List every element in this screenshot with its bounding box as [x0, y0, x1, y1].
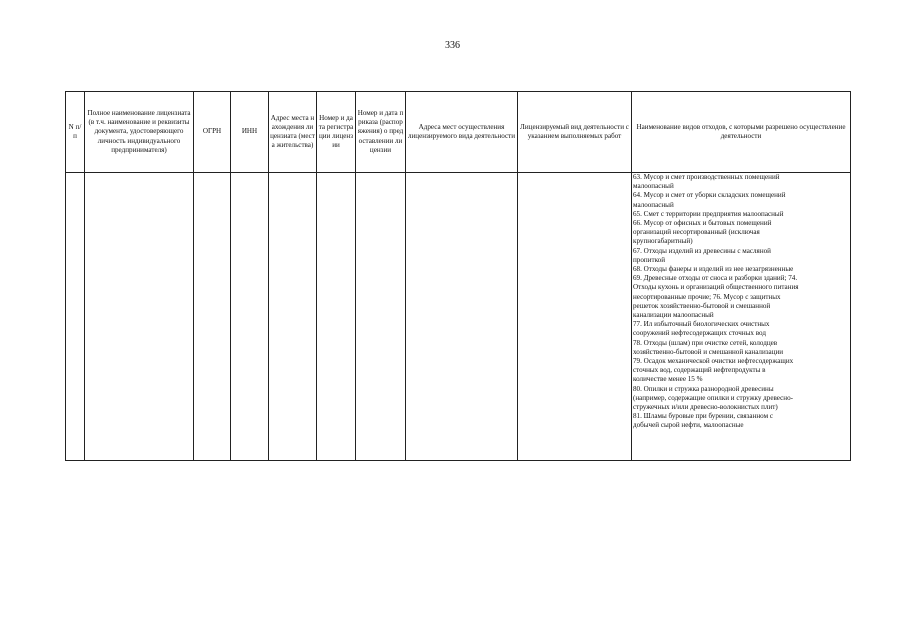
- cell-inn: [231, 173, 269, 461]
- waste-line: стружечных и/или древесно-волокнистых плит): [633, 403, 778, 412]
- cell-address: [269, 173, 317, 461]
- waste-line: 81. Шламы буровые при бурении, связанном с: [633, 412, 773, 421]
- waste-line: крупногабаритный): [633, 237, 693, 246]
- waste-line: 68. Отходы фанеры и изделий из нее незагрязненные: [633, 265, 794, 274]
- header-licensee-name: Полное наименование лицензиата (в т.ч. наименование и реквизиты документа, удостоверяющего личность индивидуального предпринимателя): [85, 92, 194, 173]
- waste-line: хозяйственно-бытовой и смешанной канализации: [633, 347, 784, 356]
- cell-order: [356, 173, 406, 461]
- waste-line: 69. Древесные отходы от сноса и разборки зданий; 74.: [633, 274, 798, 283]
- waste-line: несортированные прочие; 76. Мусор с защитных: [633, 292, 781, 301]
- waste-line: решеток хозяйственно-бытовой и смешанной: [633, 301, 771, 310]
- cell-activity-type: [518, 173, 632, 461]
- header-order: Номер и дата приказа (распоряжения) о предоставлении лицензии: [356, 92, 406, 173]
- header-row: [66, 92, 851, 173]
- waste-line: малоопасный: [633, 182, 674, 191]
- cell-waste-types: [632, 173, 851, 461]
- cell-registration: [317, 173, 356, 461]
- waste-line: 64. Мусор и смет от уборки складских помещений: [633, 191, 786, 200]
- waste-line: 79. Осадок механической очистки нефтесодержащих: [633, 357, 794, 366]
- waste-line: организаций несортированный (исключая: [633, 228, 760, 237]
- waste-line: малоопасный: [633, 200, 674, 209]
- waste-line: добычей сырой нефти, малоопасные: [633, 421, 744, 430]
- header-address: Адрес места нахождения лицензиата (места жительства): [269, 92, 317, 173]
- waste-line: пропиткой: [633, 255, 666, 264]
- table-row: [66, 173, 851, 461]
- waste-line: 65. Смет с территории предприятия малоопасный: [633, 209, 784, 218]
- waste-line: 63. Мусор и смет производственных помещений: [633, 173, 780, 181]
- header-ogrn: ОГРН: [194, 92, 231, 173]
- header-activity-type: Лицензируемый вид деятельности с указанием выполняемых работ: [518, 92, 632, 173]
- header-inn: ИНН: [231, 92, 269, 173]
- license-table: [65, 91, 851, 461]
- page-number: 336: [445, 40, 460, 51]
- header-activity-addresses: Адреса мест осуществления лицензируемого вида деятельности: [406, 92, 518, 173]
- header-number: N п/п: [66, 92, 85, 173]
- waste-line: 77. Ил избыточный биологических очистных: [633, 320, 770, 329]
- waste-line: количестве менее 15 %: [633, 375, 703, 384]
- waste-line: сооружений нефтесодержащих сточных вод: [633, 329, 766, 338]
- cell-licensee-name: [85, 173, 194, 461]
- cell-number: [66, 173, 85, 461]
- waste-line: сточных вод, содержащий нефтепродукты в: [633, 366, 766, 375]
- waste-line: (например, содержащие опилки и стружку древесно-: [633, 393, 793, 402]
- waste-line: 78. Отходы (шлам) при очистке сетей, колодцев: [633, 338, 778, 347]
- waste-line: 66. Мусор от офисных и бытовых помещений: [633, 219, 772, 228]
- header-registration: Номер и дата регистрации лицензии: [317, 92, 356, 173]
- waste-line: 67. Отходы изделий из древесины с масляной: [633, 246, 771, 255]
- waste-line: канализации малоопасный: [633, 311, 714, 320]
- header-waste-types: Наименование видов отходов, с которыми разрешено осуществление деятельности: [632, 92, 851, 173]
- cell-activity-addresses: [406, 173, 518, 461]
- cell-ogrn: [194, 173, 231, 461]
- waste-line: 80. Опилки и стружка разнородной древесины: [633, 384, 774, 393]
- waste-line: Отходы кухонь и организаций общественного питания: [633, 283, 799, 292]
